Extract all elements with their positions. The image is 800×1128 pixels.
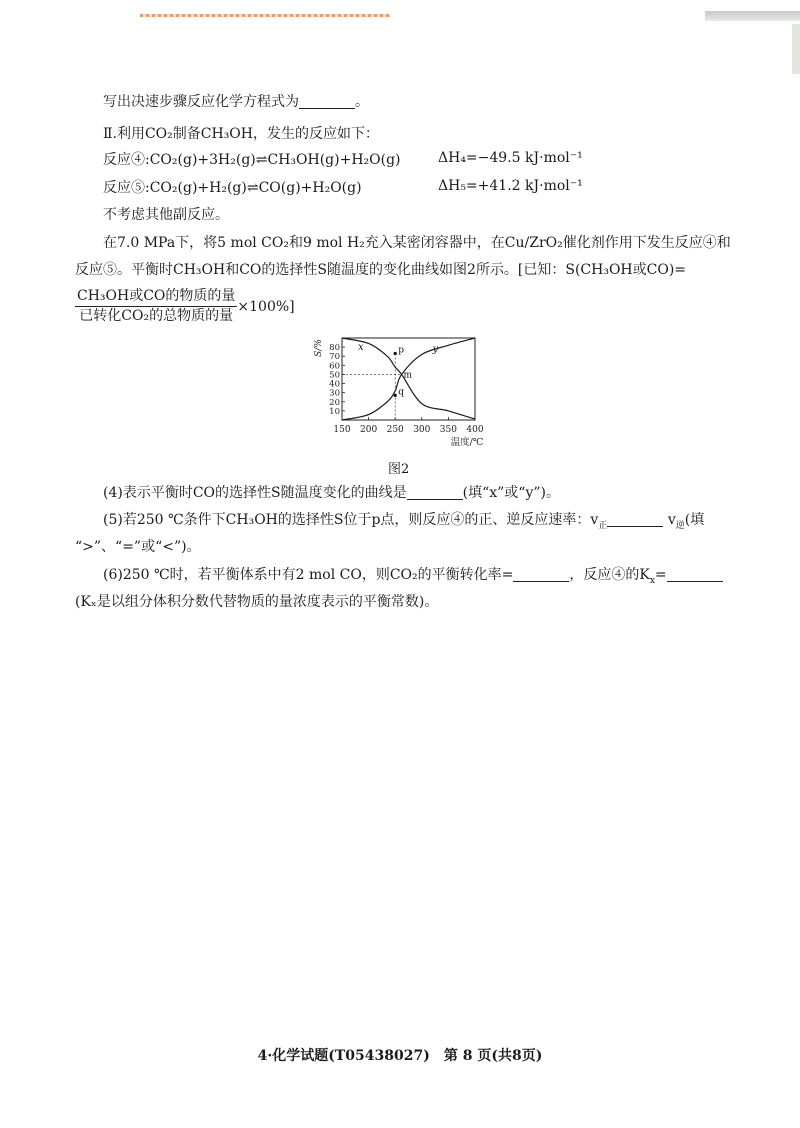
question-rate-step: 写出决速步骤反应化学方程式为 。 (103, 94, 369, 110)
x-tick-label: 350 (439, 425, 457, 435)
y-tick-label: 80 (329, 343, 340, 354)
answer-blank[interactable] (299, 94, 355, 109)
reaction-4: 反应④:CO₂(g)+3H₂(g)⇌CH₃OH(g)+H₂O(g) (103, 152, 401, 168)
selectivity-fraction (75, 288, 237, 325)
section-heading: Ⅱ.利用CO₂制备CH₃OH，发生的反应如下： (103, 126, 379, 142)
fraction-tail: ×100%] (237, 298, 295, 315)
question-5-line-1: (5)若250 ℃条件下CH₃OH的选择性S位于p点，则反应④的正、逆反应速率：$v_正$ $v_逆$(填 (103, 512, 705, 531)
y-axis-label: S/% (314, 339, 324, 357)
question-6-line-2: (Kₓ是以组分体积分数代替物质的量浓度表示的平衡常数)。 (75, 594, 439, 610)
selectivity-formula (75, 288, 295, 325)
x-tick-label: 150 (333, 425, 351, 435)
y-tick-label: 50 (329, 370, 340, 381)
fraction-numerator: CH₃OH或CO的物质的量 (75, 288, 237, 307)
page-footer: 4·化学试题(T05438027) 第 8 页(共8页) (257, 1048, 543, 1064)
answer-blank-q6-conversion[interactable] (513, 567, 569, 582)
fraction-denominator: 已转化CO₂的总物质的量 (79, 308, 234, 324)
point-label-q: q (398, 387, 404, 398)
reaction-4-enthalpy: ΔH₄=−49.5 kJ·mol⁻¹ (438, 150, 583, 166)
x-axis-label: 温度/℃ (450, 437, 484, 448)
question-5-line-2: “>”、“=”或“<”)。 (75, 539, 201, 555)
answer-blank-q5[interactable] (607, 512, 663, 527)
x-tick-label: 400 (466, 425, 484, 435)
answer-blank-q4[interactable] (407, 485, 463, 500)
reaction-5-enthalpy: ΔH₅=+41.2 kJ·mol⁻¹ (438, 178, 583, 194)
reaction-5: 反应⑤:CO₂(g)+H₂(g)⇌CO(g)+H₂O(g) (103, 180, 362, 196)
y-tick-label: 20 (329, 397, 340, 408)
point-q (394, 394, 397, 397)
question-6-line-1: (6)250 ℃时，若平衡体系中有2 mol CO，则CO₂的平衡转化率= ，反应④的$K_x=$ (103, 565, 723, 585)
y-tick-label: 10 (329, 406, 340, 417)
selectivity-chart (300, 330, 510, 455)
answer-blank-q6-kx[interactable] (667, 567, 723, 582)
y-tick-label: 40 (329, 379, 340, 390)
paragraph-line-2: 反应⑤。平衡时CH₃OH和CO的选择性S随温度的变化曲线如图2所示。[已知：S(CH₃OH或CO)= (75, 262, 687, 278)
y-tick-label: 60 (329, 361, 340, 372)
series-label-x: x (357, 342, 364, 354)
scan-artifact-top-left (140, 14, 390, 17)
y-tick-label: 70 (329, 352, 340, 363)
question-4: (4)表示平衡时CO的选择性S随温度变化的曲线是 (填“x”或“y”)。 (103, 485, 560, 501)
point-p (394, 352, 397, 355)
side-reaction-note: 不考虑其他副反应。 (103, 207, 229, 223)
x-tick-label: 300 (413, 425, 431, 435)
figure-caption: 图2 (388, 462, 410, 477)
point-label-m: m (403, 370, 413, 381)
point-label-p: p (398, 345, 404, 356)
scan-artifact-side (792, 24, 800, 74)
x-tick-label: 250 (386, 425, 404, 435)
series-label-y: y (432, 343, 439, 355)
x-tick-label: 200 (360, 425, 378, 435)
y-tick-label: 30 (329, 388, 340, 399)
scan-artifact-top-right (705, 11, 800, 21)
paragraph-line-1: 在7.0 MPa下，将5 mol CO₂和9 mol H₂充入某密闭容器中，在Cu/ZrO₂催化剂作用下发生反应④和 (103, 235, 731, 251)
